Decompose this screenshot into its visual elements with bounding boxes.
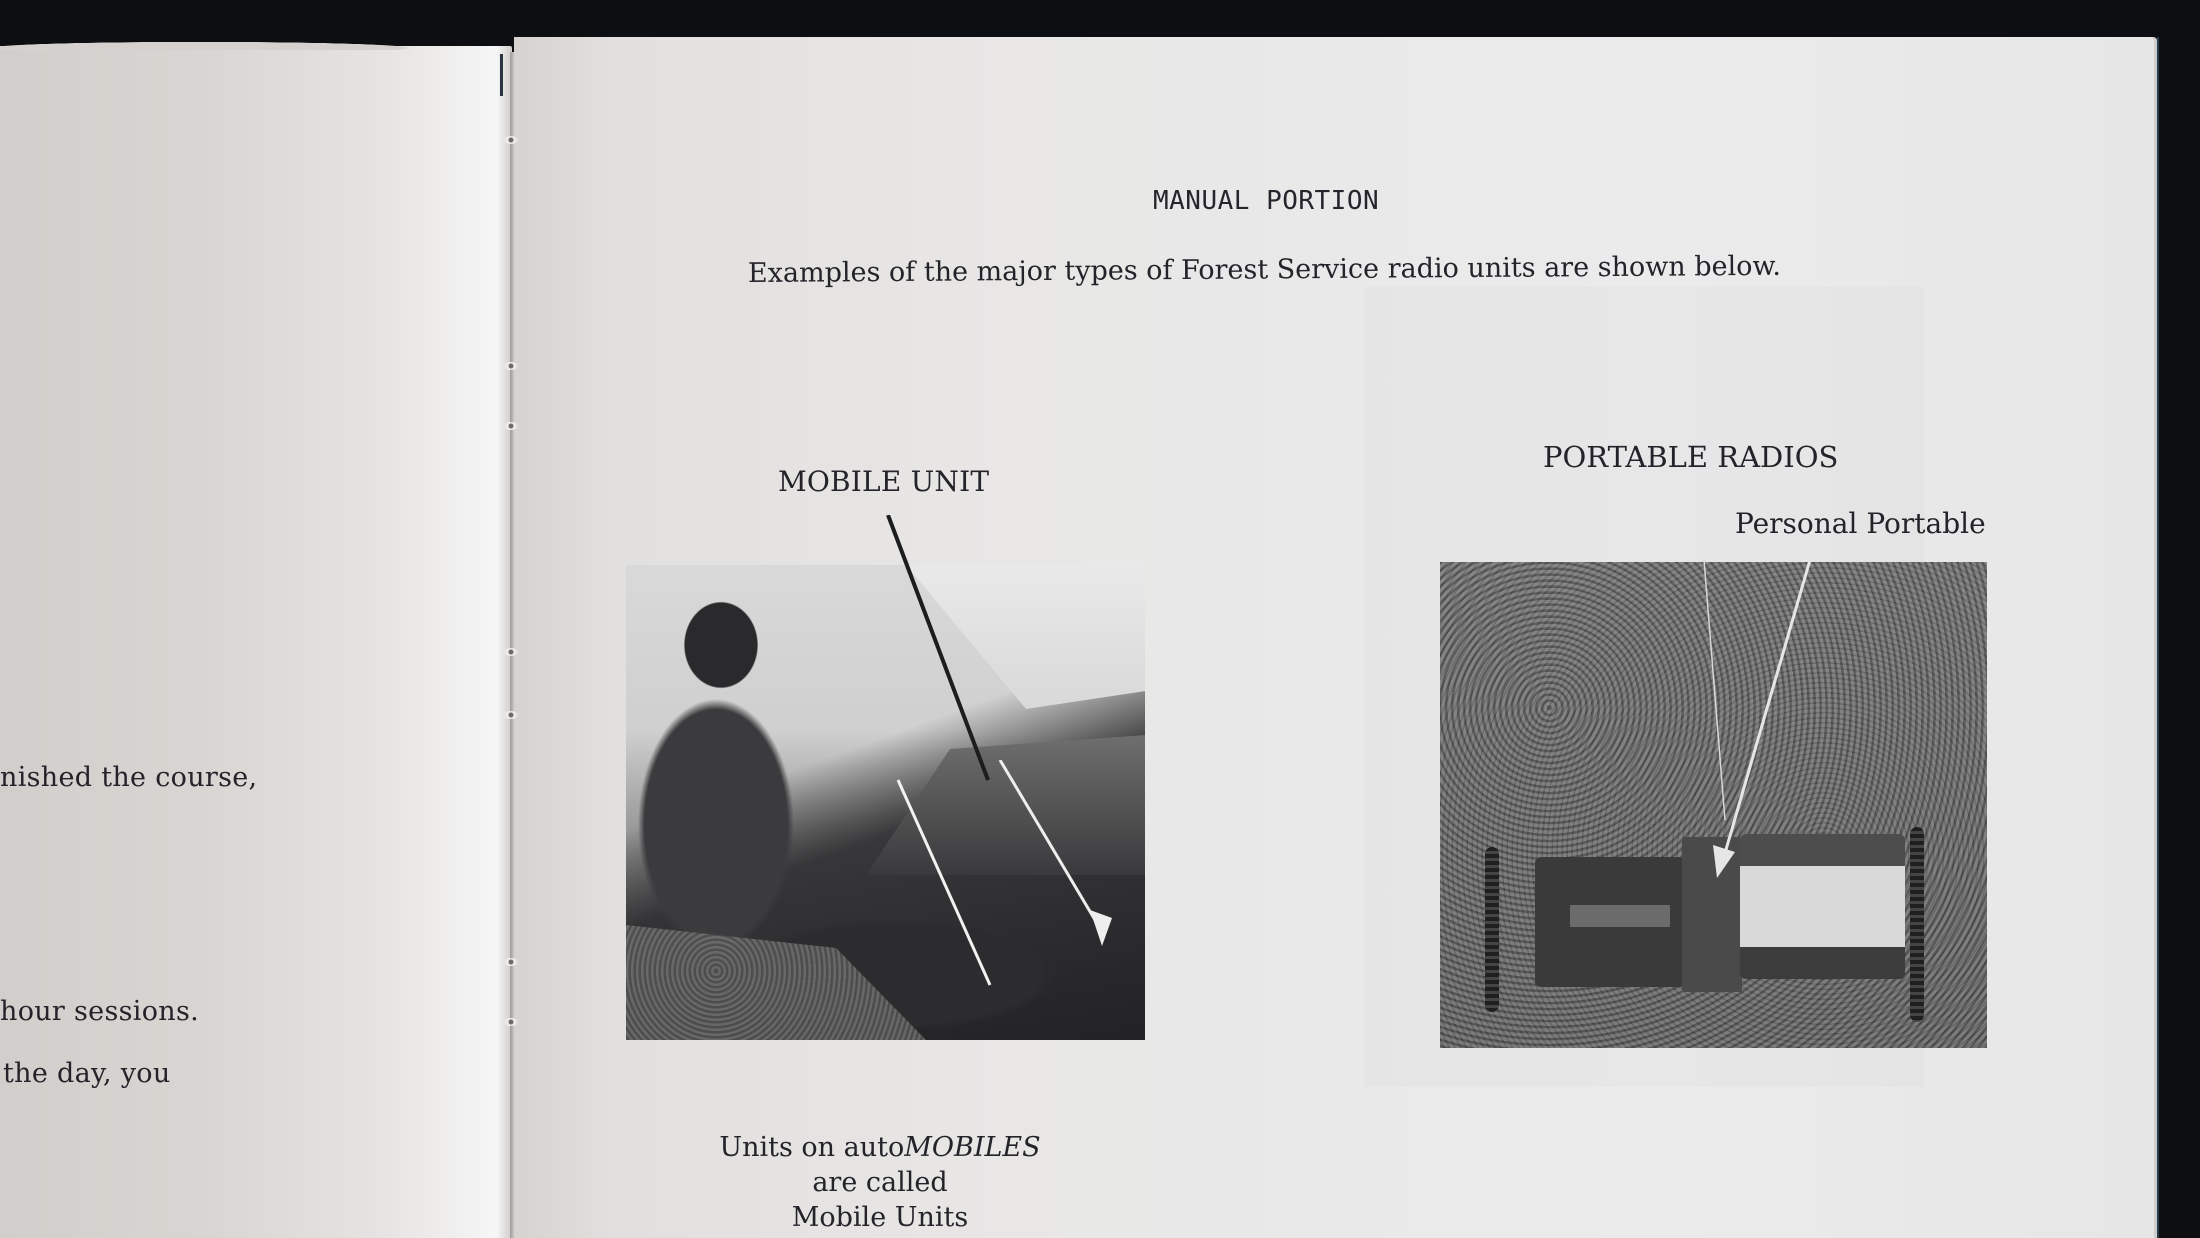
coiled-cord bbox=[1485, 847, 1499, 1012]
left-page-text-line: the day, you bbox=[3, 1058, 171, 1089]
mobile-radio-arrow-icon bbox=[990, 760, 1140, 960]
intro-sentence: Examples of the major types of Forest Service radio units are shown below. bbox=[747, 250, 1782, 289]
personal-portable-arrow-icon bbox=[1695, 560, 1825, 880]
left-page bbox=[0, 46, 512, 1238]
stitch-hole bbox=[503, 362, 519, 370]
stitch-hole bbox=[503, 136, 519, 144]
mobile-unit-caption bbox=[680, 1130, 1080, 1235]
coiled-cord bbox=[1910, 827, 1924, 1022]
personal-portable-subheading: Personal Portable bbox=[1735, 507, 1986, 540]
left-page-text-line: nished the course, bbox=[0, 762, 258, 793]
page-edge-marker bbox=[500, 54, 503, 96]
stitch-hole bbox=[503, 958, 519, 966]
caption-emphasis: MOBILES bbox=[904, 1132, 1041, 1163]
caption-line-3: Mobile Units bbox=[791, 1202, 969, 1233]
stitch-hole bbox=[503, 422, 519, 430]
portable-radios-heading: PORTABLE RADIOS bbox=[1543, 440, 1839, 474]
mobile-unit-heading: MOBILE UNIT bbox=[778, 465, 990, 498]
caption-prefix: Units on auto bbox=[719, 1132, 905, 1163]
stitch-hole bbox=[503, 711, 519, 719]
radio-panel bbox=[1570, 905, 1670, 927]
stitch-hole bbox=[503, 648, 519, 656]
book-spine bbox=[510, 52, 514, 1238]
left-page-text-line: hour sessions. bbox=[0, 996, 199, 1027]
caption-line-2: are called bbox=[812, 1167, 948, 1198]
stitch-hole bbox=[503, 1018, 519, 1026]
page-title: MANUAL PORTION bbox=[1153, 186, 1380, 216]
portable-radio-left bbox=[1535, 857, 1685, 987]
caption-line-1 bbox=[680, 1130, 1080, 1165]
